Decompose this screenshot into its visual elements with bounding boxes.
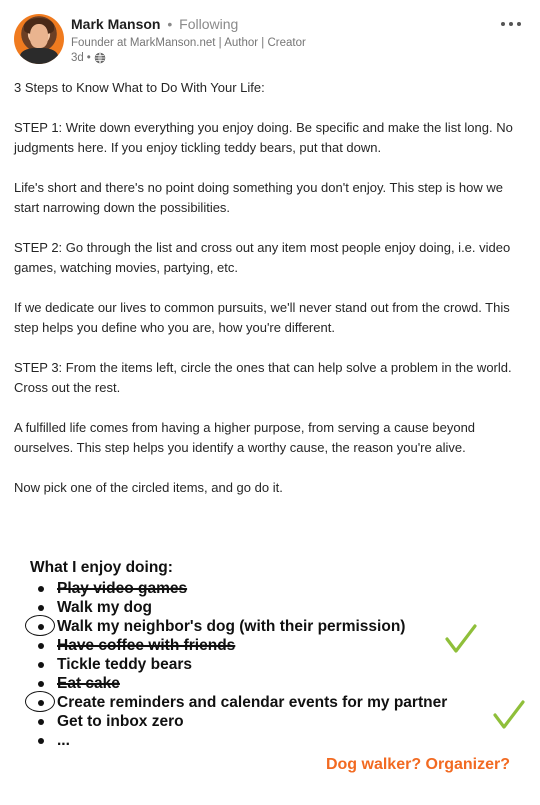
bullet bbox=[38, 662, 44, 668]
ellipsis-icon bbox=[501, 22, 505, 26]
post-paragraph: STEP 1: Write down everything you enjoy doing. Be specific and make the list long. No judgments here. If you enjoy tickling teddy bears, put that down. bbox=[14, 120, 513, 155]
bullet bbox=[38, 643, 44, 649]
bullet bbox=[38, 738, 44, 744]
avatar-shirt bbox=[20, 48, 58, 64]
follow-status[interactable]: Following bbox=[179, 16, 239, 32]
list-item bbox=[36, 731, 447, 750]
avatar[interactable] bbox=[14, 14, 64, 64]
list-item-text: Get to inbox zero bbox=[57, 713, 184, 730]
list-item-text: Tickle teddy bears bbox=[57, 656, 192, 673]
post-meta bbox=[71, 52, 106, 64]
bullet bbox=[38, 719, 44, 725]
globe-icon bbox=[94, 52, 106, 64]
enjoy-list bbox=[36, 579, 447, 750]
post-body bbox=[14, 78, 524, 518]
bullet bbox=[38, 681, 44, 687]
post-time[interactable]: 3d bbox=[71, 52, 84, 64]
check-icon bbox=[444, 622, 478, 656]
author-line bbox=[71, 16, 238, 32]
list-item-text: ... bbox=[57, 732, 70, 749]
post-paragraph: 3 Steps to Know What to Do With Your Life: bbox=[14, 80, 265, 95]
post-paragraph: STEP 2: Go through the list and cross out any item most people enjoy doing, i.e. video games, watching movies, partying, etc. bbox=[14, 240, 511, 275]
list-item-text: Create reminders and calendar events for my partner bbox=[57, 694, 448, 711]
author-name[interactable]: Mark Manson bbox=[71, 16, 161, 32]
ellipsis-icon bbox=[517, 22, 521, 26]
list-title: What I enjoy doing: bbox=[30, 559, 173, 576]
list-item bbox=[36, 693, 447, 712]
bullet bbox=[38, 605, 44, 611]
check-icon bbox=[492, 698, 526, 732]
list-item bbox=[36, 674, 447, 693]
bullet bbox=[38, 700, 44, 706]
list-item-text: Play video games bbox=[57, 580, 188, 597]
list-item bbox=[36, 617, 447, 636]
post-header bbox=[14, 14, 526, 66]
meta-separator: • bbox=[86, 52, 91, 64]
image-tagline: Dog walker? Organizer? bbox=[325, 756, 510, 773]
list-item bbox=[36, 579, 447, 598]
list-item-text: Walk my neighbor's dog (with their permission) bbox=[57, 618, 406, 635]
list-item-text: Walk my dog bbox=[57, 599, 153, 616]
post-paragraph: If we dedicate our lives to common pursuits, we'll never stand out from the crowd. This step helps you define who you are, how you're different. bbox=[14, 300, 510, 335]
list-item bbox=[36, 712, 447, 731]
post-image[interactable] bbox=[0, 548, 540, 788]
post-paragraph: STEP 3: From the items left, circle the ones that can help solve a problem in the world. Cross out the rest. bbox=[14, 360, 512, 395]
list-item bbox=[36, 655, 447, 674]
list-item bbox=[36, 598, 447, 617]
post-paragraph: A fulfilled life comes from having a higher purpose, from serving a cause beyond ourselves. This step helps you identify a worthy cause, the reason you're alive. bbox=[14, 420, 476, 455]
more-options-button[interactable] bbox=[498, 14, 524, 34]
ellipsis-icon bbox=[509, 22, 513, 26]
separator-dot: • bbox=[167, 16, 173, 32]
author-headline: Founder at MarkManson.net | Author | Creator bbox=[71, 37, 306, 49]
bullet bbox=[38, 624, 44, 630]
post-paragraph: Life's short and there's no point doing something you don't enjoy. This step is how we start narrowing down the possibilities. bbox=[14, 180, 503, 215]
bullet bbox=[38, 586, 44, 592]
post-paragraph: Now pick one of the circled items, and go do it. bbox=[14, 480, 283, 495]
list-item bbox=[36, 636, 447, 655]
list-item-text: Eat cake bbox=[57, 675, 120, 692]
list-item-text: Have coffee with friends bbox=[57, 637, 236, 654]
avatar-face bbox=[30, 24, 48, 48]
